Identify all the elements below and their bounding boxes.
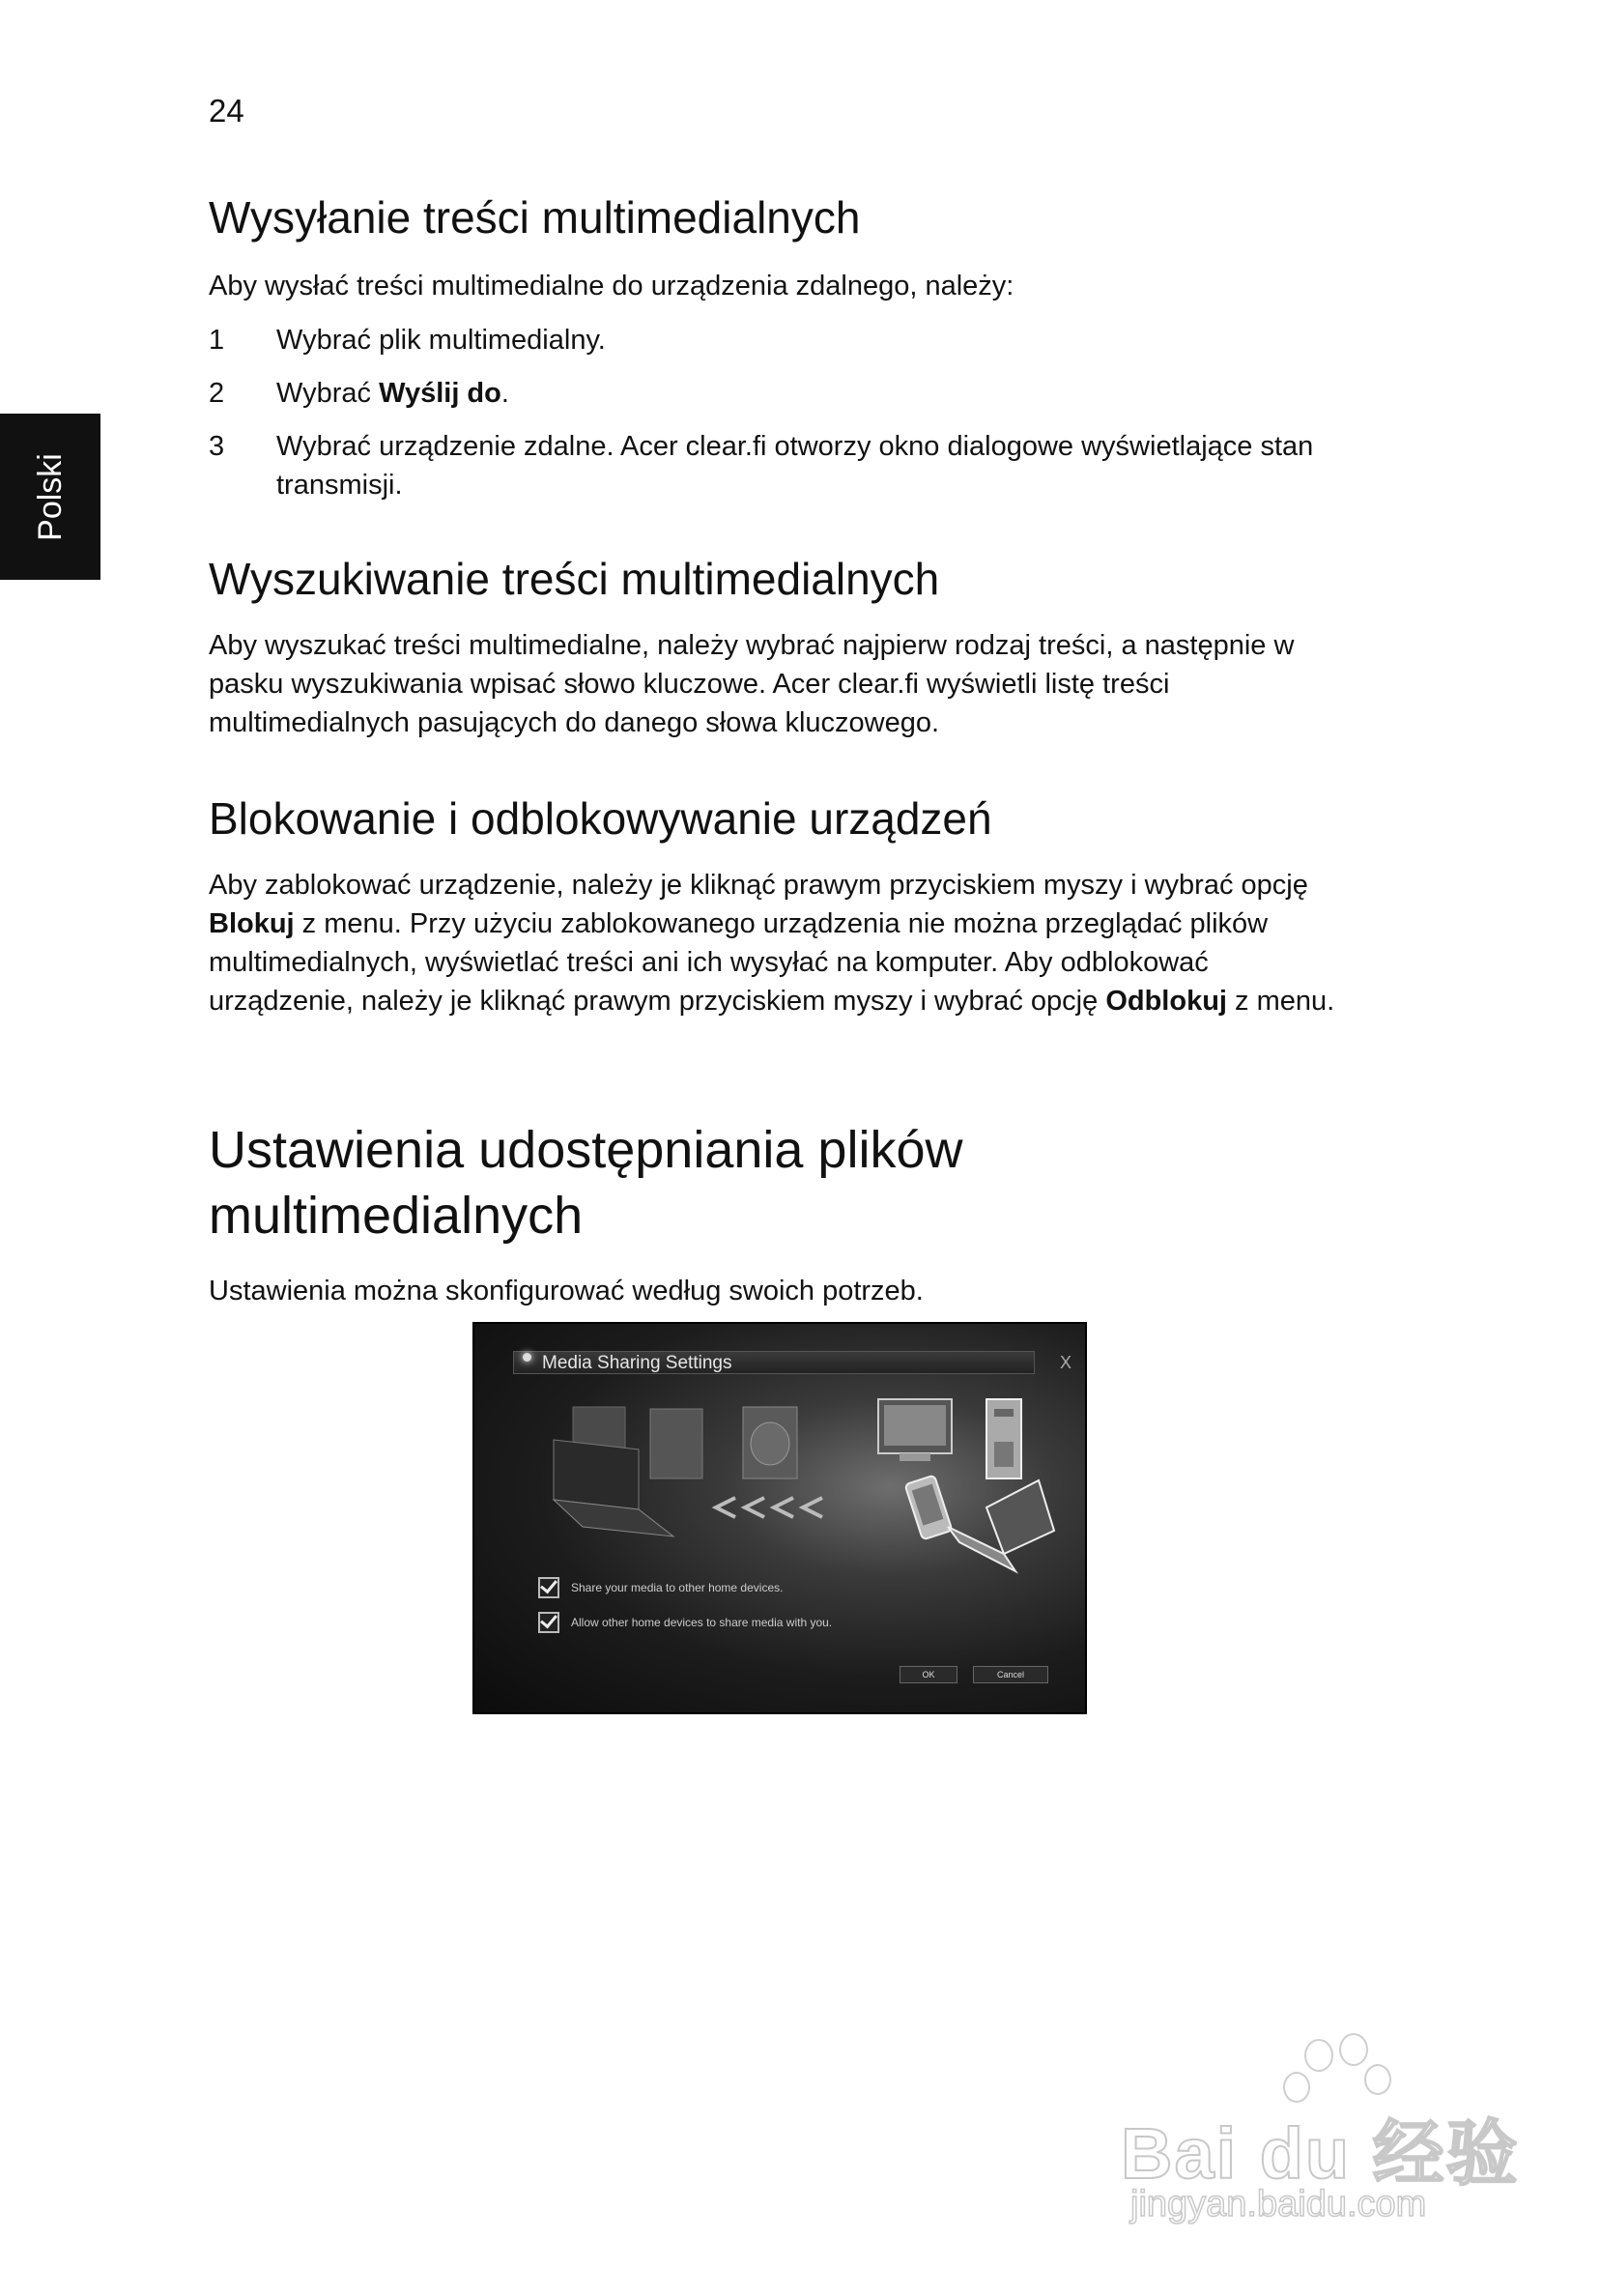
phone-icon xyxy=(905,1476,953,1540)
blocking-body xyxy=(209,866,1358,1020)
step-number: 1 xyxy=(209,325,225,356)
step-text-part: . xyxy=(500,378,509,409)
step-number: 3 xyxy=(209,431,225,462)
side-tab-label: Polski xyxy=(31,452,69,541)
paw-print-icon xyxy=(1364,2064,1391,2095)
search-body: Aby wyszukać treści multimedialne, należy wybrać najpierw rodzaj treści, a następnie w pasku wyszukiwania wpisać słowo kluczowe. Acer clear.fi wyświetli listę treści multimedialnych pasujących do danego słowa kluczowego. xyxy=(209,630,1295,738)
close-icon[interactable]: X xyxy=(1060,1353,1072,1372)
sharing-options xyxy=(538,1577,832,1647)
settings-body: Ustawienia można skonfigurować według swoich potrzeb. xyxy=(209,1276,924,1306)
unblocking-bold-term: Odblokuj xyxy=(1105,986,1227,1017)
allow-sharing-label: Allow other home devices to share media with you. xyxy=(571,1616,833,1629)
media-thumbnail xyxy=(650,1409,702,1478)
blocking-text-part: Aby zablokować urządzenie, należy je kliknąć prawym przyciskiem myszy i wybrać opcję xyxy=(209,870,1308,901)
heading-blocking-devices: Blokowanie i odblokowywanie urządzeń xyxy=(209,793,992,844)
transfer-arrows xyxy=(716,1498,822,1517)
ok-button[interactable]: OK xyxy=(900,1666,957,1683)
media-sharing-settings-screenshot xyxy=(472,1322,1087,1714)
step-text-part: Wybrać xyxy=(276,378,380,409)
dialog-title: Media Sharing Settings xyxy=(542,1353,732,1373)
cancel-button[interactable]: Cancel xyxy=(973,1666,1048,1683)
step-bold-term: Wyślij do xyxy=(379,378,501,409)
watermark-url: jingyan.baidu.com xyxy=(1130,2184,1427,2224)
step-text: Wybrać urządzenie zdalne. Acer clear.fi otworzy okno dialogowe wyświetlające stan transmisji. xyxy=(276,431,1314,501)
step-text: Wybrać plik multimedialny. xyxy=(276,325,606,356)
watermark-logo: Bai du 经验 xyxy=(1121,2113,1520,2194)
blocking-text-part: z menu. Przy użyciu zablokowanego urządzenia nie można przeglądać plików multimedialnych, wyświetlać treści ani ich wysyłać na komputer. Aby odblokować urządzenie, należy je kliknąć prawym przyciskiem myszy i wybrać opcję xyxy=(209,908,1269,1017)
media-thumbnail-disc xyxy=(751,1422,789,1465)
monitor-icon xyxy=(878,1399,952,1461)
allow-sharing-checkbox[interactable] xyxy=(538,1612,559,1633)
laptop-icon xyxy=(948,1480,1054,1571)
blocking-bold-term: Blokuj xyxy=(209,908,295,939)
paw-print-icon xyxy=(1304,2039,1333,2072)
baidu-watermark xyxy=(1121,2039,1520,2232)
language-side-tab xyxy=(0,414,100,580)
page-number: 24 xyxy=(209,93,244,129)
heading-search-media: Wyszukiwanie treści multimedialnych xyxy=(209,554,940,604)
step-text xyxy=(276,374,1358,413)
allow-sharing-option[interactable] xyxy=(538,1612,832,1633)
device-illustration xyxy=(474,1324,1087,1575)
blocking-text-part: z menu. xyxy=(1226,986,1335,1017)
paw-print-icon xyxy=(1339,2033,1368,2066)
heading-media-sharing-settings: Ustawienia udostępniania plików multimedialnych xyxy=(209,1121,963,1245)
share-media-option[interactable] xyxy=(538,1577,832,1598)
dialog-buttons xyxy=(900,1666,1048,1683)
sending-intro: Aby wysłać treści multimedialne do urządzenia zdalnego, należy: xyxy=(209,271,1014,301)
heading-sending-media: Wysyłanie treści multimedialnych xyxy=(209,192,861,243)
share-media-checkbox[interactable] xyxy=(538,1577,559,1598)
share-media-label: Share your media to other home devices. xyxy=(571,1581,784,1594)
step-number: 2 xyxy=(209,378,225,409)
desktop-tower-icon xyxy=(986,1399,1021,1478)
